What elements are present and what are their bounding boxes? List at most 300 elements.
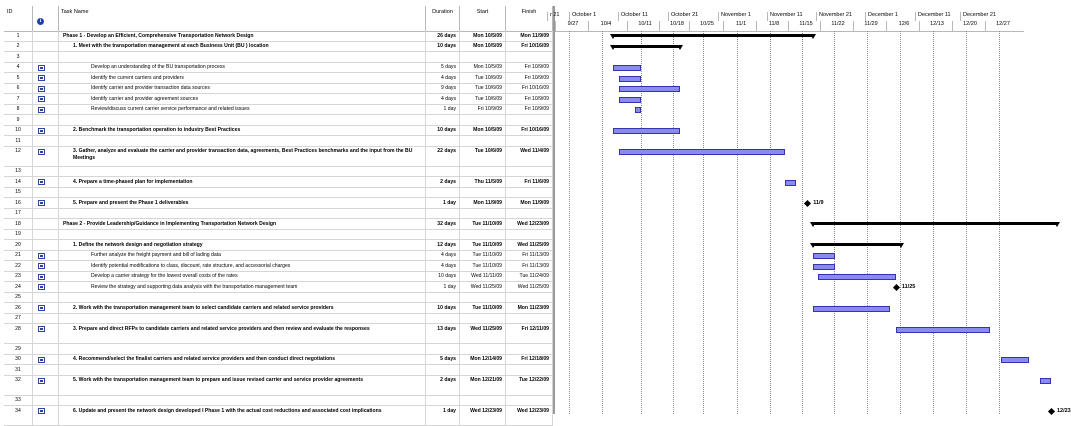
task-duration[interactable]: [426, 167, 460, 177]
week-gridline: [770, 31, 771, 414]
task-name[interactable]: [59, 52, 426, 62]
task-duration[interactable]: [426, 115, 460, 125]
week-gridline: [802, 31, 803, 414]
task-row[interactable]: [4, 147, 553, 167]
task-start[interactable]: Tue 11/10/09: [460, 303, 506, 313]
notes-icon[interactable]: [38, 274, 45, 280]
task-name[interactable]: 5. Prepare and present the Phase 1 deliverables: [59, 198, 426, 208]
task-duration[interactable]: 22 days: [426, 147, 460, 166]
task-id: 5: [4, 73, 33, 83]
task-name[interactable]: Review the strategy and supporting data analysis with the transportation management team: [59, 282, 426, 292]
timescale-week: 11/8: [756, 21, 789, 31]
task-name[interactable]: [59, 365, 426, 375]
task-finish[interactable]: [506, 344, 553, 354]
task-row[interactable]: [4, 293, 553, 304]
task-start[interactable]: [460, 230, 506, 240]
task-row[interactable]: [4, 73, 553, 84]
task-duration[interactable]: 5 days: [426, 63, 460, 73]
timescale-week: 10/11: [627, 21, 660, 31]
task-duration[interactable]: 10 days: [426, 126, 460, 136]
task-start[interactable]: Mon 11/9/09: [460, 198, 506, 208]
task-name[interactable]: Identify carrier and provider agreement sources: [59, 94, 426, 104]
task-indicator: [33, 52, 59, 62]
task-duration[interactable]: [426, 52, 460, 62]
summary-bar[interactable]: [813, 243, 902, 246]
task-id: 20: [4, 240, 33, 250]
task-id: 17: [4, 209, 33, 219]
task-finish[interactable]: Mon 11/23/09: [506, 303, 553, 313]
task-indicator: [33, 31, 59, 41]
task-start[interactable]: [460, 344, 506, 354]
task-indicator: [33, 344, 59, 354]
task-bar[interactable]: [619, 76, 641, 82]
task-id: 16: [4, 198, 33, 208]
task-name[interactable]: [59, 209, 426, 219]
task-row[interactable]: [4, 136, 553, 147]
task-start[interactable]: Thu 11/5/09: [460, 177, 506, 187]
task-finish[interactable]: Wed 12/23/09: [506, 219, 553, 229]
task-start[interactable]: Tue 11/10/09: [460, 219, 506, 229]
task-row[interactable]: [4, 94, 553, 105]
task-duration[interactable]: 1 day: [426, 105, 460, 115]
task-finish[interactable]: [506, 115, 553, 125]
milestone-diamond[interactable]: [804, 200, 811, 207]
task-row[interactable]: [4, 251, 553, 262]
timescale-month: r 21: [547, 12, 569, 21]
task-bar[interactable]: [635, 107, 641, 113]
task-row[interactable]: [4, 31, 553, 42]
task-bar[interactable]: [818, 274, 896, 280]
task-row[interactable]: [4, 115, 553, 126]
task-duration[interactable]: [426, 396, 460, 406]
task-name[interactable]: [59, 136, 426, 146]
task-finish[interactable]: Fri 11/13/09: [506, 251, 553, 261]
task-finish[interactable]: Fri 11/6/09: [506, 177, 553, 187]
notes-icon[interactable]: [38, 378, 45, 384]
task-duration[interactable]: 4 days: [426, 94, 460, 104]
task-id: 15: [4, 188, 33, 198]
task-duration[interactable]: 12 days: [426, 240, 460, 250]
timescale-header: [550, 6, 1024, 32]
notes-icon[interactable]: [38, 253, 45, 259]
task-indicator: [33, 209, 59, 219]
task-row[interactable]: [4, 230, 553, 241]
task-row[interactable]: [4, 52, 553, 63]
task-indicator: [33, 63, 59, 73]
task-row[interactable]: [4, 240, 553, 251]
task-start[interactable]: Tue 11/10/09: [460, 251, 506, 261]
task-indicator: [33, 376, 59, 395]
task-start[interactable]: [460, 115, 506, 125]
task-name[interactable]: Phase 2 - Provide Leadership/Guidance in Implementing Transportation Network Design: [59, 219, 426, 229]
task-id: 25: [4, 293, 33, 303]
column-header-task-name[interactable]: Task Name: [59, 6, 426, 31]
timescale-month: November 1: [718, 12, 767, 21]
task-start[interactable]: [460, 293, 506, 303]
task-name[interactable]: 1. Meet with the transportation management at each Business Unit (BU ) location: [59, 42, 426, 52]
task-id: 7: [4, 94, 33, 104]
task-finish[interactable]: [506, 52, 553, 62]
task-start[interactable]: Mon 10/5/09: [460, 63, 506, 73]
task-indicator: [33, 251, 59, 261]
task-finish[interactable]: Fri 10/16/09: [506, 84, 553, 94]
task-indicator: [33, 314, 59, 324]
notes-icon[interactable]: [38, 96, 45, 102]
task-row[interactable]: [4, 324, 553, 344]
task-row[interactable]: [4, 219, 553, 230]
task-start[interactable]: Wed 11/25/09: [460, 324, 506, 343]
week-gridline: [569, 31, 570, 414]
timescale-week: 11/29: [853, 21, 886, 31]
task-finish[interactable]: Fri 12/18/09: [506, 355, 553, 365]
task-id: 13: [4, 167, 33, 177]
task-finish[interactable]: [506, 365, 553, 375]
task-id: 19: [4, 230, 33, 240]
task-indicator: [33, 355, 59, 365]
summary-bar[interactable]: [613, 34, 812, 37]
task-duration[interactable]: 2 days: [426, 376, 460, 395]
notes-icon[interactable]: [38, 263, 45, 269]
task-name[interactable]: 5. Work with the transportation management team to prepare and issue revised carrier and service provider agreements: [59, 376, 426, 395]
task-bar[interactable]: [785, 180, 796, 186]
task-row[interactable]: [4, 355, 553, 366]
week-gridline: [602, 31, 603, 414]
task-name[interactable]: 6. Update and present the network design developed I Phase 1 with the actual cost reductions and associated cost implications: [59, 406, 426, 425]
task-name[interactable]: [59, 293, 426, 303]
task-bar[interactable]: [813, 306, 891, 312]
task-duration[interactable]: 4 days: [426, 251, 460, 261]
task-start[interactable]: Tue 10/6/09: [460, 73, 506, 83]
task-name[interactable]: Identify potential modifications to class, discount, rate structure, and accessorial charges: [59, 261, 426, 271]
task-id: 9: [4, 115, 33, 125]
task-row[interactable]: [4, 198, 553, 209]
task-start[interactable]: Wed 11/25/09: [460, 282, 506, 292]
summary-bar[interactable]: [813, 222, 1057, 225]
task-row[interactable]: [4, 261, 553, 272]
task-id: 32: [4, 376, 33, 395]
week-gridline: [737, 31, 738, 414]
task-indicator: [33, 84, 59, 94]
task-id: 33: [4, 396, 33, 406]
column-header-indicators[interactable]: [33, 6, 59, 31]
task-name[interactable]: [59, 230, 426, 240]
task-name[interactable]: 1. Define the network design and negotiation strategy: [59, 240, 426, 250]
timescale-month: December 21: [960, 12, 1025, 21]
timescale-week: 9/27: [555, 21, 588, 31]
task-bar[interactable]: [619, 86, 680, 92]
task-row[interactable]: [4, 209, 553, 220]
task-start[interactable]: [460, 209, 506, 219]
task-name[interactable]: 4. Recommend/select the finalist carriers and related service providers and then conduct direct negotiations: [59, 355, 426, 365]
timescale-month: October 1: [569, 12, 618, 21]
task-indicator: [33, 126, 59, 136]
notes-icon[interactable]: [38, 75, 45, 81]
notes-icon[interactable]: [38, 128, 45, 134]
table-header: [4, 6, 553, 32]
task-name[interactable]: Develop a carrier strategy for the lowest overall costs of the rates: [59, 272, 426, 282]
task-indicator: [33, 167, 59, 177]
gantt-view: [4, 6, 1071, 414]
task-start[interactable]: Tue 11/10/09: [460, 240, 506, 250]
task-finish[interactable]: [506, 314, 553, 324]
task-row[interactable]: [4, 314, 553, 325]
notes-icon[interactable]: [38, 408, 45, 414]
task-start[interactable]: Wed 12/23/09: [460, 406, 506, 425]
task-id: 12: [4, 147, 33, 166]
task-bar[interactable]: [619, 149, 785, 155]
notes-icon[interactable]: [38, 107, 45, 113]
notes-icon[interactable]: [38, 86, 45, 92]
task-name[interactable]: 2. Benchmark the transportation operation to industry Best Practices: [59, 126, 426, 136]
task-start[interactable]: [460, 365, 506, 375]
task-finish[interactable]: Fri 12/11/09: [506, 324, 553, 343]
task-row[interactable]: [4, 126, 553, 137]
task-start[interactable]: [460, 136, 506, 146]
task-name[interactable]: [59, 115, 426, 125]
task-start[interactable]: Tue 10/6/09: [460, 94, 506, 104]
task-indicator: [33, 198, 59, 208]
task-start[interactable]: Mon 12/14/09: [460, 355, 506, 365]
task-duration[interactable]: 1 day: [426, 282, 460, 292]
task-row[interactable]: [4, 272, 553, 283]
task-row[interactable]: [4, 282, 553, 293]
task-start[interactable]: [460, 188, 506, 198]
task-indicator: [33, 303, 59, 313]
task-start[interactable]: Tue 10/6/09: [460, 147, 506, 166]
task-duration[interactable]: 9 days: [426, 84, 460, 94]
task-row[interactable]: [4, 167, 553, 178]
task-duration[interactable]: [426, 136, 460, 146]
task-name[interactable]: Review/discuss current carrier service performance and related issues: [59, 105, 426, 115]
timescale-month: December 11: [915, 12, 960, 21]
task-duration[interactable]: [426, 365, 460, 375]
task-finish[interactable]: Wed 12/23/09: [506, 406, 553, 425]
notes-icon[interactable]: [38, 284, 45, 290]
task-indicator: [33, 105, 59, 115]
task-row[interactable]: [4, 303, 553, 314]
task-id: 3: [4, 52, 33, 62]
task-id: 31: [4, 365, 33, 375]
notes-icon[interactable]: [38, 149, 45, 155]
task-duration[interactable]: 13 days: [426, 324, 460, 343]
task-row[interactable]: [4, 63, 553, 74]
task-id: 11: [4, 136, 33, 146]
task-name[interactable]: [59, 167, 426, 177]
notes-icon[interactable]: [38, 357, 45, 363]
task-finish[interactable]: Fri 10/9/09: [506, 105, 553, 115]
task-finish[interactable]: Fri 10/9/09: [506, 73, 553, 83]
task-row[interactable]: [4, 177, 553, 188]
task-start[interactable]: Mon 12/21/09: [460, 376, 506, 395]
milestone-diamond[interactable]: [893, 284, 900, 291]
column-header-finish[interactable]: Finish: [506, 6, 553, 31]
task-duration[interactable]: [426, 230, 460, 240]
task-duration[interactable]: 1 day: [426, 406, 460, 425]
task-finish[interactable]: Tue 11/24/09: [506, 272, 553, 282]
task-id: 23: [4, 272, 33, 282]
task-indicator: [33, 42, 59, 52]
timescale-month: October 21: [668, 12, 718, 21]
task-bar[interactable]: [613, 65, 641, 71]
task-bar[interactable]: [896, 327, 990, 333]
task-name[interactable]: Develop an understanding of the BU transportation process: [59, 63, 426, 73]
task-bar[interactable]: [1001, 357, 1029, 363]
task-row[interactable]: [4, 84, 553, 95]
task-name[interactable]: 3. Prepare and direct RFPs to candidate carriers and related service providers and then review and evaluate the responses: [59, 324, 426, 343]
task-id: 27: [4, 314, 33, 324]
notes-icon[interactable]: [38, 305, 45, 311]
notes-icon[interactable]: [38, 65, 45, 71]
task-bar[interactable]: [619, 97, 641, 103]
task-duration[interactable]: [426, 188, 460, 198]
task-duration[interactable]: [426, 293, 460, 303]
task-id: 1: [4, 31, 33, 41]
task-finish[interactable]: Wed 11/25/09: [506, 240, 553, 250]
task-name[interactable]: [59, 314, 426, 324]
task-finish[interactable]: Mon 11/9/09: [506, 198, 553, 208]
notes-icon[interactable]: [38, 326, 45, 332]
task-finish[interactable]: Mon 11/9/09: [506, 31, 553, 41]
task-finish[interactable]: [506, 230, 553, 240]
task-finish[interactable]: Fri 11/13/09: [506, 261, 553, 271]
timescale-week: 12/13: [919, 21, 952, 31]
task-duration[interactable]: 10 days: [426, 272, 460, 282]
task-duration[interactable]: 4 days: [426, 73, 460, 83]
task-finish[interactable]: [506, 209, 553, 219]
task-name[interactable]: [59, 188, 426, 198]
task-row[interactable]: [4, 396, 553, 407]
column-header-id[interactable]: ID: [4, 6, 33, 31]
task-row[interactable]: [4, 365, 553, 376]
task-row[interactable]: [4, 344, 553, 355]
task-name[interactable]: 4. Prepare a time-phased plan for implementation: [59, 177, 426, 187]
task-bar[interactable]: [813, 253, 835, 259]
task-finish[interactable]: Fri 10/9/09: [506, 94, 553, 104]
task-indicator: [33, 94, 59, 104]
timescale-week: 11/22: [820, 21, 853, 31]
task-indicator: [33, 396, 59, 406]
milestone-label: 12/23: [1056, 408, 1071, 414]
task-start[interactable]: Tue 11/10/09: [460, 261, 506, 271]
task-name[interactable]: [59, 344, 426, 354]
timescale-week: 11/1: [723, 21, 756, 31]
task-id: 28: [4, 324, 33, 343]
timescale-month: December 1: [865, 12, 915, 21]
task-name[interactable]: Further analyze the freight payment and bill of lading data: [59, 251, 426, 261]
task-duration[interactable]: 5 days: [426, 355, 460, 365]
milestone-diamond[interactable]: [1048, 408, 1055, 415]
task-duration[interactable]: [426, 314, 460, 324]
task-bar[interactable]: [813, 264, 835, 270]
summary-bar[interactable]: [613, 45, 679, 48]
task-start[interactable]: [460, 52, 506, 62]
task-start[interactable]: Mon 10/5/09: [460, 42, 506, 52]
task-finish[interactable]: Fri 10/16/09: [506, 126, 553, 136]
task-duration[interactable]: 10 days: [426, 303, 460, 313]
task-duration[interactable]: [426, 209, 460, 219]
task-id: 29: [4, 344, 33, 354]
task-bar[interactable]: [613, 128, 679, 134]
task-finish[interactable]: Wed 11/4/09: [506, 147, 553, 166]
task-finish[interactable]: Fri 10/16/09: [506, 42, 553, 52]
task-duration[interactable]: 1 day: [426, 198, 460, 208]
timescale-month: November 21: [816, 12, 865, 21]
task-id: 34: [4, 406, 33, 425]
task-finish[interactable]: [506, 396, 553, 406]
task-start[interactable]: [460, 167, 506, 177]
task-duration[interactable]: 32 days: [426, 219, 460, 229]
task-id: 26: [4, 303, 33, 313]
task-start[interactable]: Mon 10/5/09: [460, 31, 506, 41]
task-row[interactable]: [4, 42, 553, 53]
task-finish[interactable]: Tue 12/22/09: [506, 376, 553, 395]
task-name[interactable]: Phase 1 - Develop an Efficient, Comprehensive Transportation Network Design: [59, 31, 426, 41]
task-duration[interactable]: 26 days: [426, 31, 460, 41]
column-header-duration[interactable]: Duration: [426, 6, 460, 31]
notes-icon[interactable]: [38, 200, 45, 206]
task-duration[interactable]: 2 days: [426, 177, 460, 187]
task-row[interactable]: [4, 188, 553, 199]
task-indicator: [33, 324, 59, 343]
task-indicator: [33, 406, 59, 425]
task-start[interactable]: [460, 396, 506, 406]
task-indicator: [33, 115, 59, 125]
task-id: 21: [4, 251, 33, 261]
task-start[interactable]: Wed 11/11/09: [460, 272, 506, 282]
timescale-week: 12/6: [886, 21, 919, 31]
task-finish[interactable]: [506, 167, 553, 177]
timescale-week: 12/27: [985, 21, 1018, 31]
task-row[interactable]: [4, 105, 553, 116]
task-id: 2: [4, 42, 33, 52]
task-name[interactable]: 3. Gather, analyze and evaluate the carrier and provider transaction data, agreements, Best Practices benchmarks and the input from the BU Meetings: [59, 147, 426, 166]
task-id: 22: [4, 261, 33, 271]
task-id: 30: [4, 355, 33, 365]
task-finish[interactable]: Fri 10/9/09: [506, 63, 553, 73]
task-indicator: [33, 188, 59, 198]
task-finish[interactable]: Wed 11/25/09: [506, 282, 553, 292]
task-indicator: [33, 136, 59, 146]
task-name[interactable]: Identify the current carriers and providers: [59, 73, 426, 83]
task-duration[interactable]: [426, 344, 460, 354]
task-indicator: [33, 230, 59, 240]
task-start[interactable]: [460, 314, 506, 324]
task-row[interactable]: [4, 406, 553, 426]
task-name[interactable]: 2. Work with the transportation management team to select candidate carriers and related service providers: [59, 303, 426, 313]
task-finish[interactable]: [506, 293, 553, 303]
task-indicator: [33, 272, 59, 282]
task-indicator: [33, 365, 59, 375]
timescale-month: October 11: [618, 12, 668, 21]
notes-icon[interactable]: [38, 179, 45, 185]
task-finish[interactable]: [506, 136, 553, 146]
task-id: 4: [4, 63, 33, 73]
task-start[interactable]: Fri 10/9/09: [460, 105, 506, 115]
info-icon: i: [37, 18, 44, 25]
task-duration[interactable]: 10 days: [426, 42, 460, 52]
task-row[interactable]: [4, 376, 553, 396]
task-finish[interactable]: [506, 188, 553, 198]
task-duration[interactable]: 4 days: [426, 261, 460, 271]
task-start[interactable]: Tue 10/6/09: [460, 84, 506, 94]
task-bar[interactable]: [1040, 378, 1051, 384]
task-name[interactable]: [59, 396, 426, 406]
task-start[interactable]: Mon 10/5/09: [460, 126, 506, 136]
task-name[interactable]: Identify carrier and provider transaction data sources: [59, 84, 426, 94]
column-header-start[interactable]: Start: [460, 6, 506, 31]
task-indicator: [33, 282, 59, 292]
task-id: 18: [4, 219, 33, 229]
